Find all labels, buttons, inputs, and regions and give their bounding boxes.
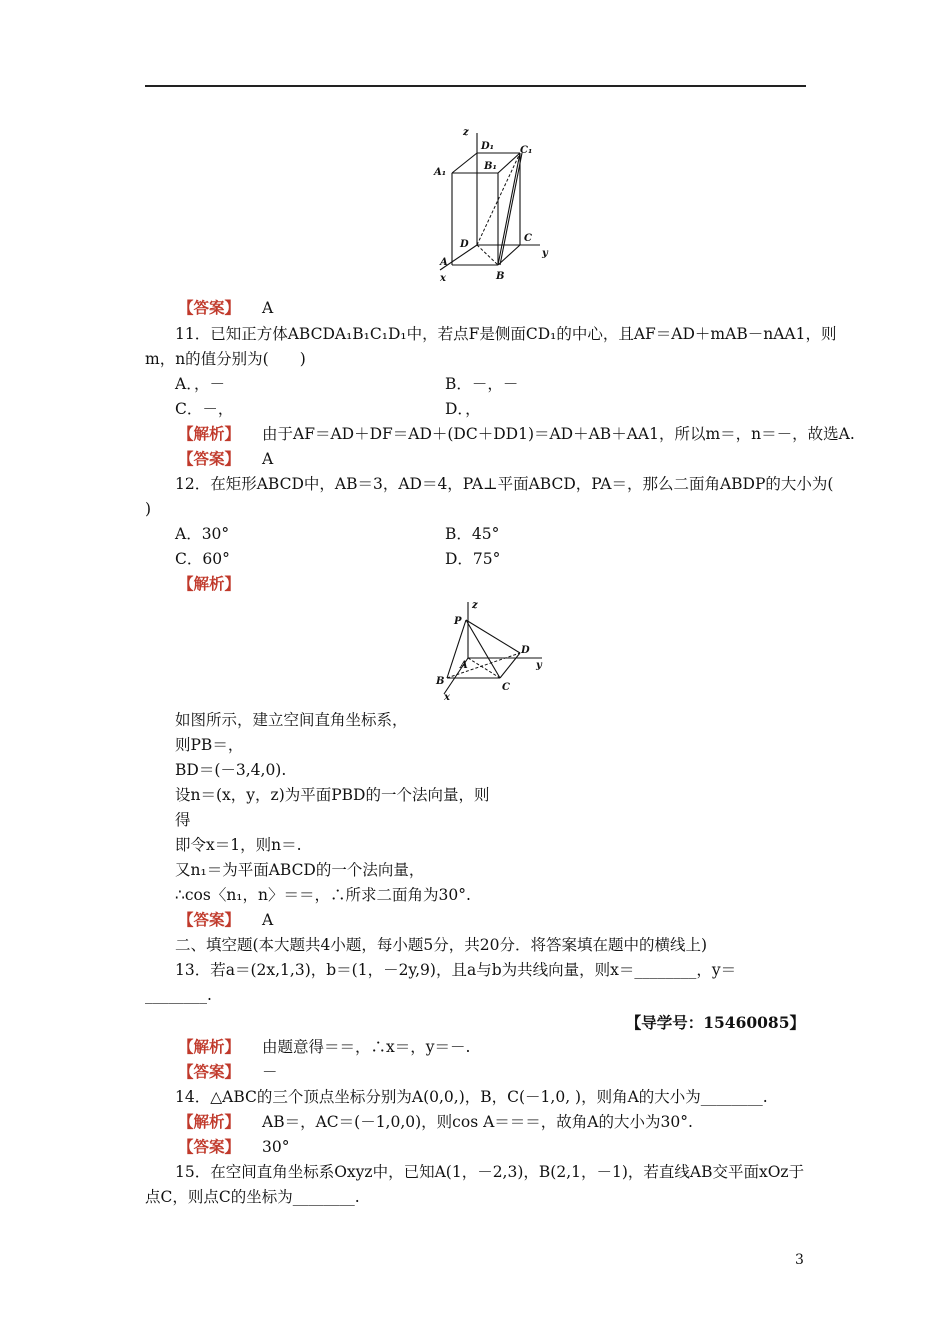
q12-option-d: D．75° (445, 550, 501, 568)
q11-line2: m，n的值分别为( ) (145, 350, 306, 368)
q13-analysis: 由题意得＝＝，∴x＝，y＝－. (262, 1038, 471, 1056)
solution-line8: ∴cos〈n₁，n〉＝＝，∴所求二面角为30°. (175, 886, 471, 904)
solution-line7: 又n₁＝为平面ABCD的一个法向量， (175, 861, 425, 879)
label-c: C (502, 682, 510, 693)
q11-option-c: C．－， (175, 400, 234, 418)
q11-answer: A (262, 450, 274, 468)
q12-option-b: B．45° (445, 525, 500, 543)
label-y: y (542, 248, 548, 259)
label-z: z (463, 127, 469, 138)
q12-line1: 12．在矩形ABCD中，AB＝3，AD＝4，PA⊥平面ABCD，PA＝，那么二面角ABDP的大小为( (175, 475, 834, 493)
label-p: P (454, 616, 462, 627)
box-figure (430, 125, 560, 285)
label-a1: A₁ (434, 167, 447, 178)
solution-line2: 则PB＝， (175, 736, 244, 754)
solution-line6: 即令x＝1，则n＝. (175, 836, 302, 854)
solution-line1: 如图所示，建立空间直角坐标系， (175, 711, 408, 729)
q11-option-a: A．，－ (175, 375, 225, 393)
label-x: x (444, 692, 450, 703)
section-2-heading: 二、填空题(本大题共4小题，每小题5分，共20分．将答案填在题中的横线上) (175, 936, 708, 954)
guide-number: 【导学号：15460085】 (625, 1013, 805, 1032)
label-y: y (536, 660, 542, 671)
label-a: A (440, 257, 448, 268)
q13-line2: ________. (145, 986, 212, 1004)
tag-answer: 【答案】 (178, 449, 241, 468)
label-d1: D₁ (481, 141, 495, 152)
q13-answer: － (262, 1063, 278, 1081)
header-rule (145, 85, 806, 87)
label-x: x (440, 273, 446, 284)
tag-analysis: 【解析】 (178, 1112, 241, 1131)
label-b1: B₁ (484, 161, 497, 172)
q15-line2: 点C，则点C的坐标为________. (145, 1188, 360, 1206)
label-b: B (496, 271, 505, 282)
q12-answer: A (262, 911, 274, 929)
label-d: D (460, 239, 469, 250)
pyramid-figure (430, 598, 555, 703)
q11-analysis: 由于AF＝AD＋DF＝AD＋(DC＋DD1)＝AD＋AB＋AA1，所以m＝，n＝－，故选A. (262, 425, 855, 443)
q11-option-d: D．， (445, 400, 481, 418)
q12-line2: ) (145, 500, 152, 518)
label-d: D (521, 645, 530, 656)
solution-line3: BD＝(－3,4,0). (175, 761, 287, 779)
q11-line1: 11．已知正方体ABCDA₁B₁C₁D₁中，若点F是侧面CD₁的中心，且AF＝AD＋mAB－nAA1，则 (175, 325, 837, 343)
label-z: z (472, 600, 478, 611)
solution-line5: 得 (175, 811, 191, 829)
tag-analysis: 【解析】 (178, 574, 241, 593)
label-a: A (460, 660, 468, 671)
q11-option-b: B．－，－ (445, 375, 519, 393)
tag-answer: 【答案】 (178, 1062, 241, 1081)
solution-line4: 设n＝(x，y，z)为平面PBD的一个法向量，则 (175, 786, 490, 804)
answer-10: A (262, 299, 274, 317)
tag-answer: 【答案】 (178, 1137, 241, 1156)
tag-answer: 【答案】 (178, 910, 241, 929)
q13-line1: 13．若a＝(2x,1,3)，b＝(1，－2y,9)，且a与b为共线向量，则x＝________，y＝ (175, 961, 737, 979)
q14-answer: 30° (262, 1138, 290, 1156)
q12-option-a: A．30° (175, 525, 230, 543)
label-b: B (436, 676, 445, 687)
q15-line1: 15．在空间直角坐标系Oxyz中，已知A(1，－2,3)，B(2,1，－1)，若直线AB交平面xOz于 (175, 1163, 805, 1181)
q14-analysis: AB＝，AC＝(－1,0,0)，则cos A＝＝＝，故角A的大小为30°. (262, 1113, 693, 1131)
q12-option-c: C．60° (175, 550, 230, 568)
label-c: C (524, 233, 532, 244)
tag-answer: 【答案】 (178, 298, 241, 317)
tag-analysis: 【解析】 (178, 424, 241, 443)
label-c1: C₁ (520, 145, 533, 156)
tag-analysis: 【解析】 (178, 1037, 241, 1056)
page-number: 3 (795, 1252, 804, 1268)
q14-line1: 14．△ABC的三个顶点坐标分别为A(0,0,)，B，C(－1,0, )，则角A的大小为________. (175, 1088, 768, 1106)
